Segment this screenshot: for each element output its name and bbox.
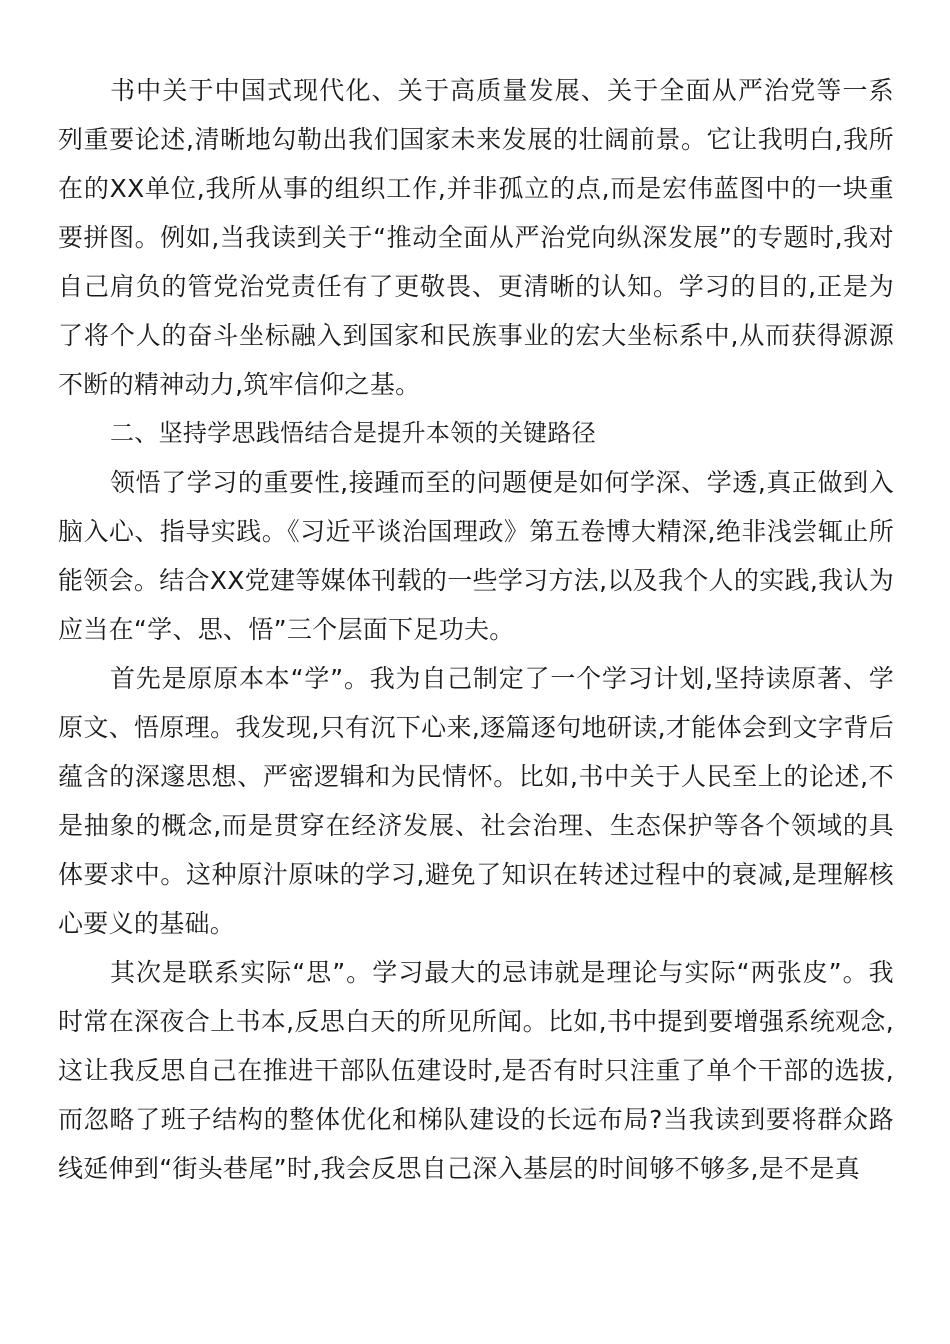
paragraph-2: 领悟了学习的重要性,接踵而至的问题便是如何学深、学透,真正做到入脑入心、指导实践。《习近平谈治国理政》第五卷博大精深,绝非浅尝辄止所能领会。结合XX党建等媒体刊载的一些学习方法,以及我个人的实践,我认为应当在“学、思、悟”三个层面下足功夫。 [58,468,894,644]
paragraph-3: 首先是原原本本“学”。我为自己制定了一个学习计划,坚持读原著、学原文、悟原理。我发现,只有沉下心来,逐篇逐句地研读,才能体会到文字背后蕴含的深邃思想、严密逻辑和为民情怀。比如,书中关于人民至上的论述,不是抽象的概念,而是贯穿在经济发展、社会治理、生态保护等各个领域的具体要求中。这种原汁原味的学习,避免了知识在转述过程中的衰减,是理解核心要义的基础。 [58,664,894,938]
section-heading: 二、坚持学思践悟结合是提升本领的关键路径 [110,419,596,447]
paragraph-1: 书中关于中国式现代化、关于高质量发展、关于全面从严治党等一系列重要论述,清晰地勾勒出我们国家未来发展的壮阔前景。它让我明白,我所在的XX单位,我所从事的组织工作,并非孤立的点,而是宏伟蓝图中的一块重要拼图。例如,当我读到关于“推动全面从严治党向纵深发展”的专题时,我对自己肩负的管党治党责任有了更敬畏、更清晰的认知。学习的目的,正是为了将个人的奋斗坐标融入到国家和民族事业的宏大坐标系中,从而获得源源不断的精神动力,筑牢信仰之基。 [58,76,894,399]
document-page [58,66,894,1193]
paragraph-4: 其次是联系实际“思”。学习最大的忌讳就是理论与实际“两张皮”。我时常在深夜合上书本,反思白天的所见所闻。比如,书中提到要增强系统观念,这让我反思自己在推进干部队伍建设时,是否有时只注重了单个干部的选拔,而忽略了班子结构的整体优化和梯队建设的长远布局?当我读到要将群众路线延伸到“街头巷尾”时,我会反思自己深入基层的时间够不够多,是不是真 [58,958,894,1183]
